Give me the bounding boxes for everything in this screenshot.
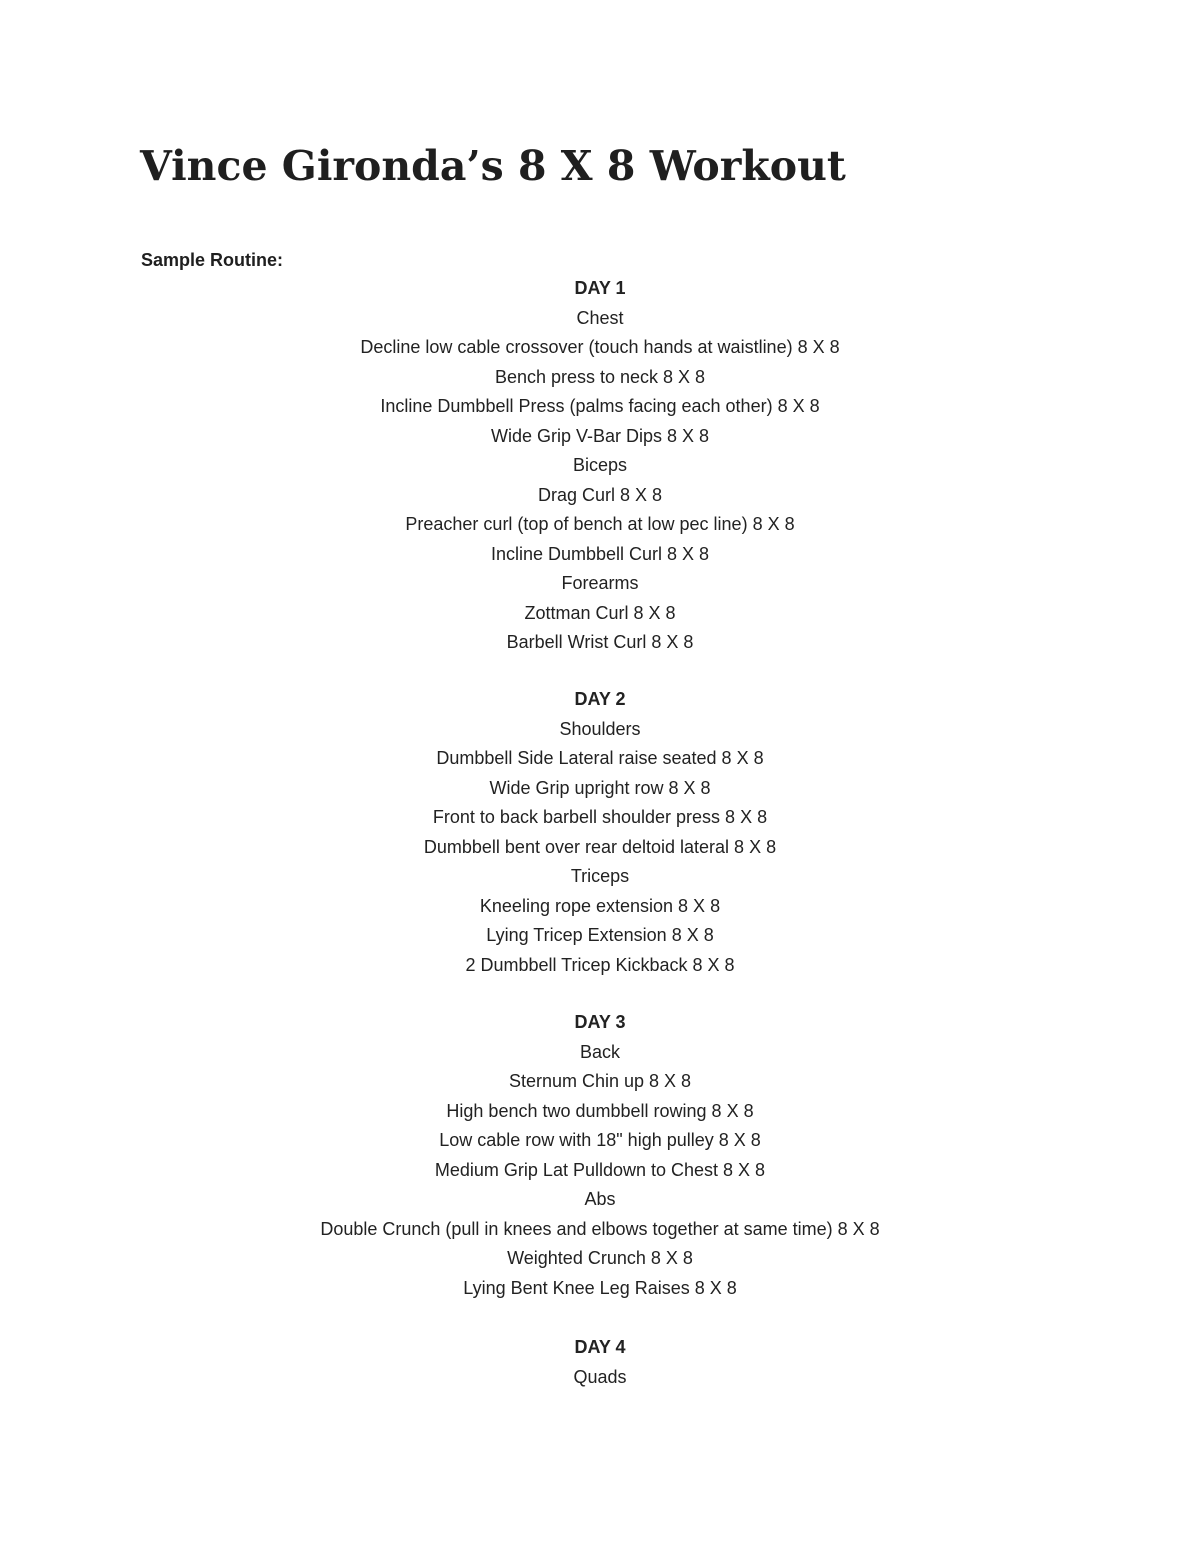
- exercise-line: 2 Dumbbell Tricep Kickback 8 X 8: [465, 954, 735, 975]
- exercise-line: High bench two dumbbell rowing 8 X 8: [446, 1100, 754, 1121]
- exercise-line: Double Crunch (pull in knees and elbows together at same time) 8 X 8: [320, 1218, 880, 1239]
- exercise-line: Barbell Wrist Curl 8 X 8: [506, 632, 694, 652]
- day-title: DAY 1: [574, 278, 626, 298]
- exercise-line: Weighted Crunch 8 X 8: [507, 1248, 693, 1268]
- muscle-group-heading: Forearms: [561, 573, 639, 593]
- muscle-group-heading: Chest: [576, 307, 624, 328]
- exercise-line: Lying Bent Knee Leg Raises 8 X 8: [463, 1277, 737, 1298]
- exercise-line: Front to back barbell shoulder press 8 X 8: [432, 807, 768, 827]
- muscle-group-heading: Shoulders: [559, 718, 641, 739]
- exercise-line: Wide Grip V-Bar Dips 8 X 8: [490, 425, 710, 446]
- day-title: DAY 2: [574, 689, 626, 709]
- exercise-line: Preacher curl (top of bench at low pec line) 8 X 8: [405, 514, 795, 534]
- exercise-line: Dumbbell Side Lateral raise seated 8 X 8: [436, 748, 764, 768]
- muscle-group-heading: Abs: [584, 1189, 616, 1209]
- exercise-line: Wide Grip upright row 8 X 8: [489, 777, 711, 798]
- exercise-line: Medium Grip Lat Pulldown to Chest 8 X 8: [434, 1159, 766, 1180]
- routine-subtitle: Sample Routine:: [141, 250, 284, 270]
- day-section-3: [0, 1008, 1200, 1303]
- muscle-group-heading: Triceps: [570, 866, 630, 886]
- exercise-line: Decline low cable crossover (touch hands at waistline) 8 X 8: [360, 337, 840, 357]
- exercise-line: Kneeling rope extension 8 X 8: [479, 895, 721, 916]
- exercise-line: Dumbbell bent over rear deltoid lateral 8 X 8: [423, 836, 777, 857]
- exercise-line: Sternum Chin up 8 X 8: [508, 1071, 692, 1091]
- exercise-line: Zottman Curl 8 X 8: [524, 602, 676, 623]
- exercise-line: Low cable row with 18" high pulley 8 X 8: [439, 1130, 761, 1150]
- exercise-line: Bench press to neck 8 X 8: [494, 366, 706, 387]
- muscle-group-heading: Back: [579, 1041, 621, 1062]
- muscle-group-heading: Biceps: [572, 455, 628, 475]
- muscle-group-heading: Quads: [573, 1366, 627, 1387]
- day-title: DAY 4: [574, 1337, 626, 1357]
- exercise-line: Lying Tricep Extension 8 X 8: [486, 925, 714, 945]
- document-title: Vince Gironda’s 8 X 8 Workout: [140, 142, 846, 190]
- day-title: DAY 3: [574, 1012, 626, 1032]
- exercise-line: Drag Curl 8 X 8: [537, 484, 663, 505]
- day-section-2: [0, 685, 1200, 980]
- day-section-4: [0, 1333, 1200, 1392]
- day-section-1: [0, 274, 1200, 658]
- exercise-line: Incline Dumbbell Curl 8 X 8: [490, 543, 710, 564]
- exercise-line: Incline Dumbbell Press (palms facing each other) 8 X 8: [380, 396, 820, 416]
